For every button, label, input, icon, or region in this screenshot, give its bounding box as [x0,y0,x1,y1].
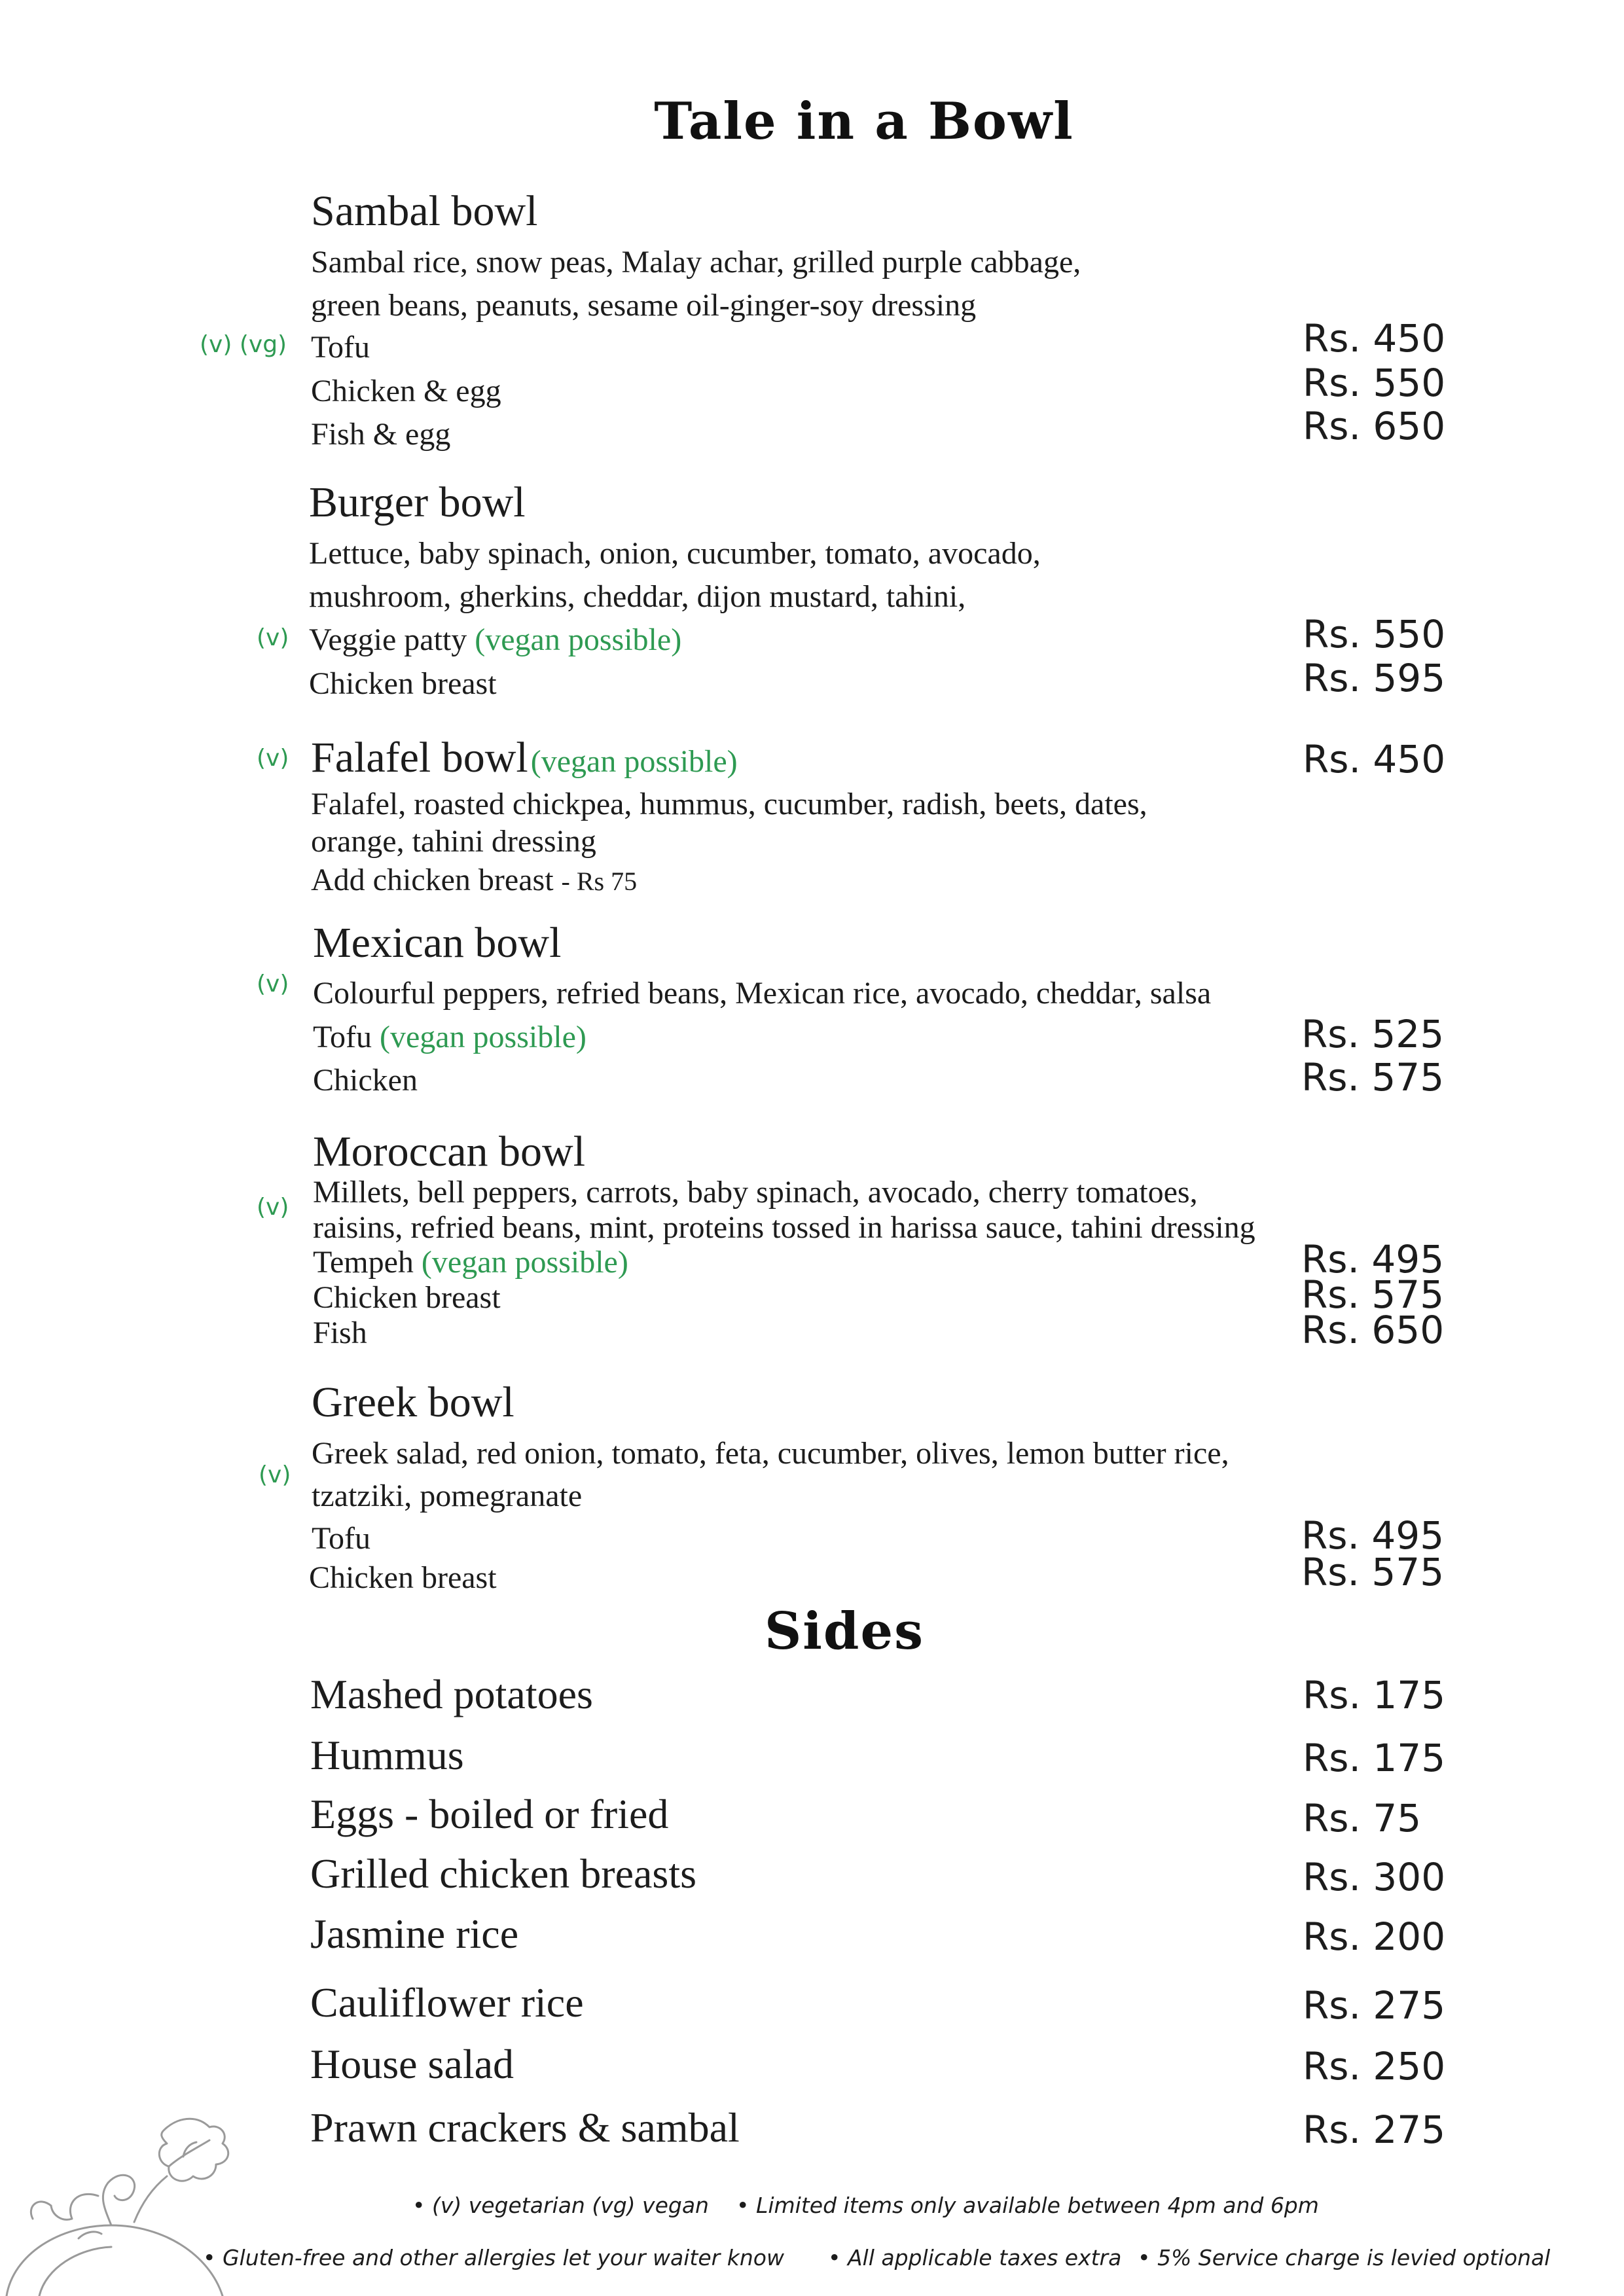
footer-note: • 5% Service charge is levied optional [1138,2245,1551,2270]
option-name: Tofu [312,1521,370,1556]
option-label: Tofu [313,1020,372,1054]
item-description: raisins, refried beans, mint, proteins tossed in harissa sauce, tahini dressing [313,1210,1255,1245]
side-name: Jasmine rice [310,1910,519,1957]
option-name: Chicken breast [309,666,497,701]
option-price: Rs. 595 [1303,656,1446,700]
side-price: Rs. 300 [1303,1855,1446,1899]
diet-tag: (v) [257,624,289,651]
item-name-label: Falafel bowl [311,734,528,781]
option-price: Rs. 650 [1303,404,1446,448]
diet-tag: (v) [257,1194,289,1221]
option-price: Rs. 450 [1303,316,1446,361]
side-price: Rs. 175 [1303,1736,1446,1780]
option-name: Fish [313,1316,367,1350]
option-name: Chicken & egg [311,374,501,408]
item-name: Moroccan bowl [313,1128,586,1175]
option-price: Rs. 550 [1303,612,1446,656]
option-name [313,1244,628,1280]
addon-label: Add chicken breast [311,863,554,897]
item-description: Lettuce, baby spinach, onion, cucumber, tomato, avocado, [309,536,1041,571]
option-name: Chicken breast [313,1280,501,1315]
addon [311,862,637,898]
footer-note: • Limited items only available between 4pm and 6pm [736,2193,1319,2218]
vegan-note: (vegan possible) [530,744,738,779]
menu-title: Tale in a Bowl [654,92,1074,151]
diet-tag: (v) (vg) [200,331,287,358]
vegan-note: (vegan possible) [379,1020,586,1054]
side-price: Rs. 175 [1303,1673,1446,1717]
side-price: Rs. 275 [1303,2108,1446,2152]
item-description: Sambal rice, snow peas, Malay achar, grilled purple cabbage, [311,245,1081,279]
item-description: Falafel, roasted chickpea, hummus, cucumber, radish, beets, dates, [311,787,1147,821]
option-price: Rs. 550 [1303,361,1446,405]
option-name: Chicken breast [309,1560,497,1595]
item-price: Rs. 450 [1303,737,1446,781]
item-name: Burger bowl [309,478,526,526]
item-description: Millets, bell peppers, carrots, baby spinach, avocado, cherry tomatoes, [313,1175,1198,1210]
diet-tag: (v) [259,1462,291,1488]
side-name: Hummus [310,1732,464,1778]
item-description: tzatziki, pomegranate [312,1479,583,1513]
item-name [311,733,738,783]
option-price: Rs. 575 [1301,1055,1445,1100]
option-price: Rs. 575 [1301,1272,1445,1317]
option-price: Rs. 495 [1301,1513,1445,1558]
footer-note: • Gluten-free and other allergies let your waiter know [203,2245,784,2270]
side-name: Mashed potatoes [310,1671,593,1717]
option-name [309,622,681,658]
option-name: Fish & egg [311,417,451,452]
side-name: Eggs - boiled or fried [310,1791,669,1837]
item-description: green beans, peanuts, sesame oil-ginger-soy dressing [311,288,977,323]
option-label: Tempeh [313,1245,414,1280]
option-price: Rs. 650 [1301,1308,1445,1352]
side-name: House salad [310,2041,514,2087]
item-description: orange, tahini dressing [311,824,596,859]
side-price: Rs. 75 [1303,1796,1422,1840]
option-name [313,1019,586,1055]
item-description: Colourful peppers, refried beans, Mexican rice, avocado, cheddar, salsa [313,976,1212,1011]
footer-note: • (v) vegetarian (vg) vegan [412,2193,709,2218]
option-name: Chicken [313,1063,418,1098]
item-name: Greek bowl [312,1378,514,1426]
option-label: Veggie patty [309,622,467,657]
side-name: Grilled chicken breasts [310,1850,696,1897]
item-description: Greek salad, red onion, tomato, feta, cucumber, olives, lemon butter rice, [312,1436,1229,1471]
option-price: Rs. 575 [1301,1550,1445,1594]
side-price: Rs. 250 [1303,2044,1446,2089]
footer-note: • All applicable taxes extra [828,2245,1122,2270]
sides-title: Sides [764,1602,925,1661]
side-price: Rs. 200 [1303,1914,1446,1959]
side-name: Cauliflower rice [310,1979,584,2026]
addon-price: - Rs 75 [561,867,638,896]
vegan-note: (vegan possible) [421,1245,628,1280]
diet-tag: (v) [257,971,289,997]
diet-tag: (v) [257,745,289,772]
item-description: mushroom, gherkins, cheddar, dijon mustard, tahini, [309,579,966,614]
side-name: Prawn crackers & sambal [310,2104,740,2151]
side-price: Rs. 275 [1303,1983,1446,2028]
item-name: Mexican bowl [313,919,562,967]
option-price: Rs. 495 [1301,1237,1445,1282]
item-name: Sambal bowl [311,187,538,235]
option-price: Rs. 525 [1301,1012,1445,1056]
vegan-note: (vegan possible) [475,622,682,657]
option-name: Tofu [311,330,370,365]
